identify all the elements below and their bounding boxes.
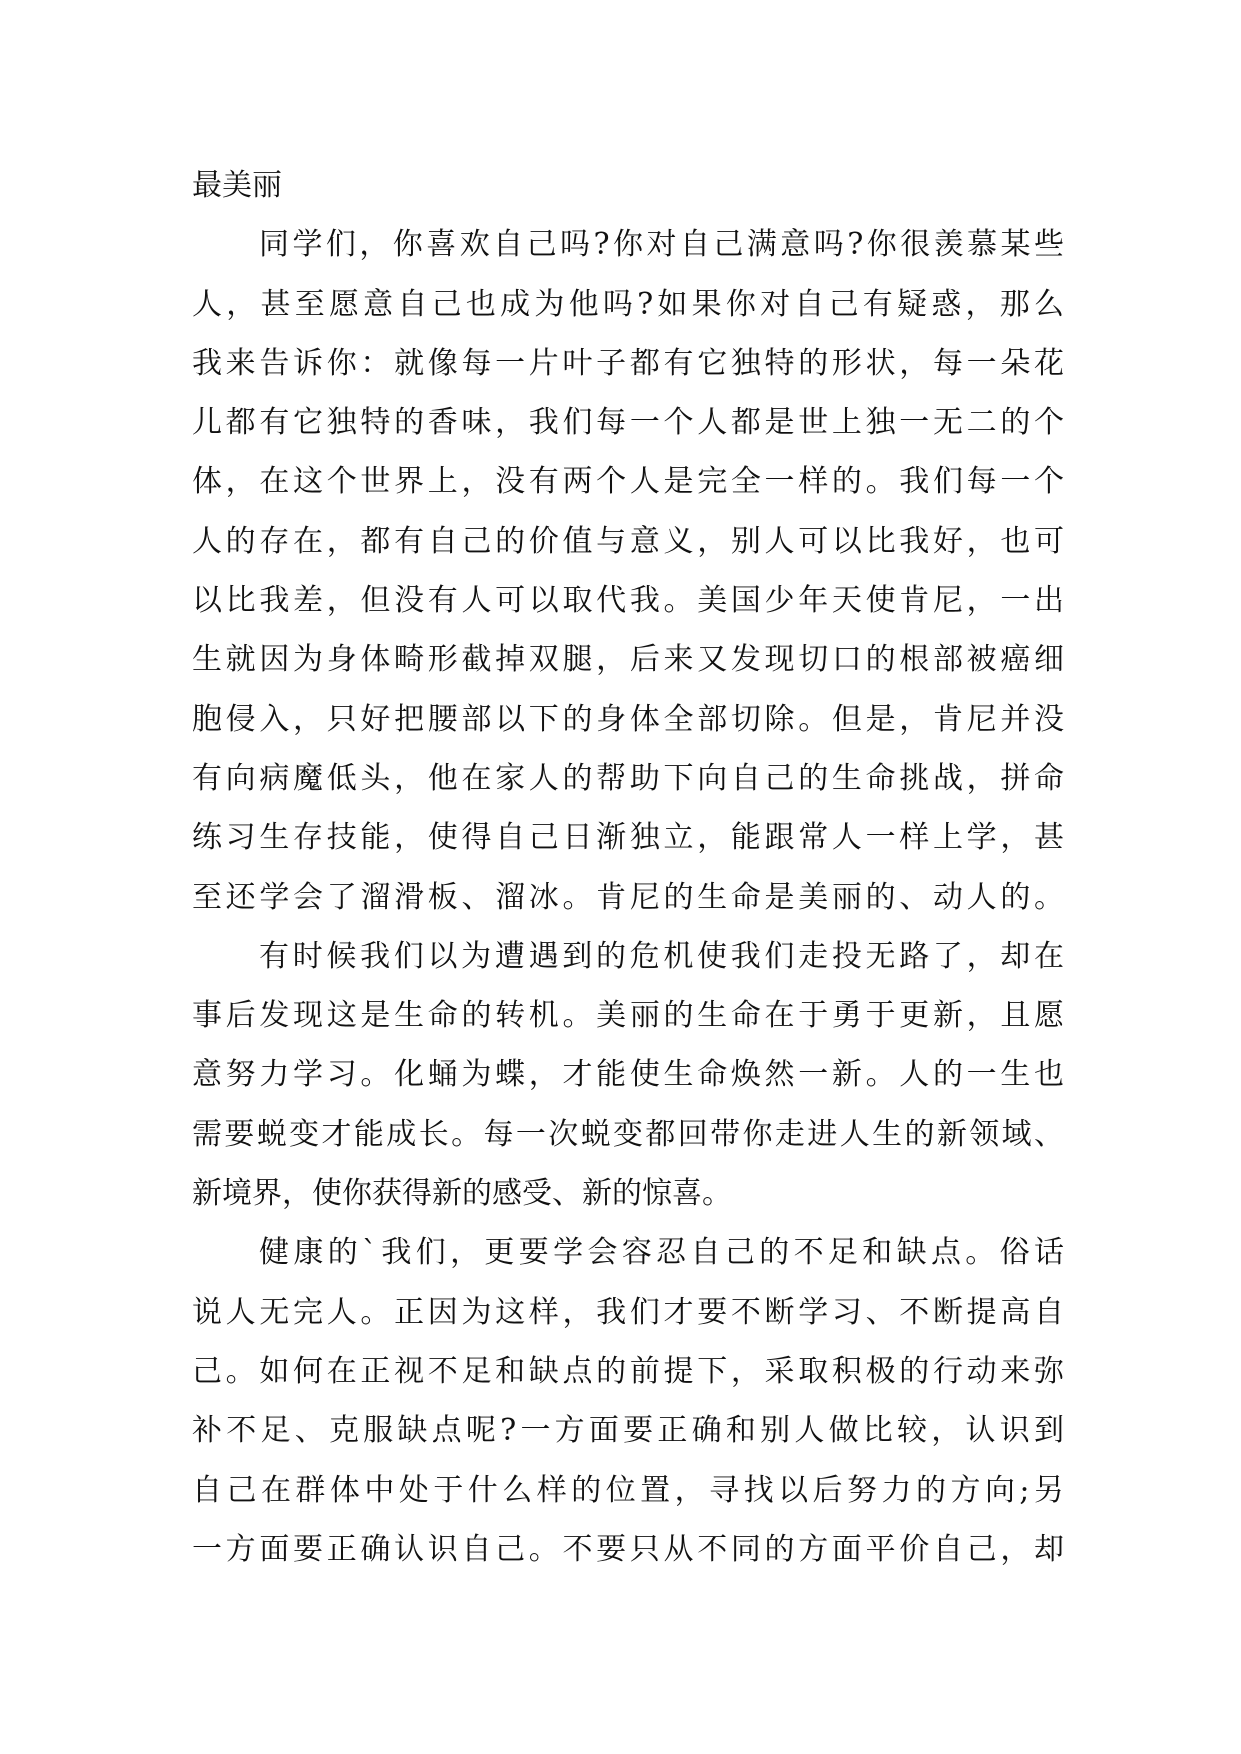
text-line: 同学们，你喜欢自己吗?你对自己满意吗?你很羡慕某些 [259, 227, 1064, 263]
text-line: 意努力学习。化蛹为蝶，才能使生命焕然一新。人的一生也 [192, 1057, 1064, 1093]
text-line: 人的存在，都有自己的价值与意义，别人可以比我好，也可 [192, 523, 1064, 559]
text-line: 有向病魔低头，他在家人的帮助下向自己的生命挑战，拼命 [192, 760, 1064, 796]
text-line: 己。如何在正视不足和缺点的前提下，采取积极的行动来弥 [192, 1353, 1064, 1389]
text-line: 有时候我们以为遭遇到的危机使我们走投无路了，却在 [259, 938, 1064, 974]
text-line: 健康的`我们，更要学会容忍自己的不足和缺点。俗话 [259, 1235, 1064, 1271]
text-line: 新境界，使你获得新的感受、新的惊喜。 [192, 1176, 732, 1212]
document-title: 最美丽 [192, 168, 282, 203]
text-line: 事后发现这是生命的转机。美丽的生命在于勇于更新，且愿 [192, 998, 1064, 1034]
text-line: 需要蜕变才能成长。每一次蜕变都回带你走进人生的新领域、 [192, 1116, 1064, 1152]
text-line: 人，甚至愿意自己也成为他吗?如果你对自己有疑惑，那么 [192, 286, 1064, 322]
text-line: 以比我差，但没有人可以取代我。美国少年天使肯尼，一出 [192, 583, 1064, 619]
text-line: 补不足、克服缺点呢?一方面要正确和别人做比较，认识到 [192, 1413, 1064, 1449]
text-line: 自己在群体中处于什么样的位置，寻找以后努力的方向;另 [192, 1472, 1064, 1508]
text-line: 说人无完人。正因为这样，我们才要不断学习、不断提高自 [192, 1294, 1064, 1330]
paragraph-3 [192, 1223, 1064, 1579]
paragraph-1 [192, 215, 1064, 927]
text-line: 一方面要正确认识自己。不要只从不同的方面平价自己，却 [192, 1531, 1064, 1567]
document-body [192, 156, 1064, 1579]
text-line: 胞侵入，只好把腰部以下的身体全部切除。但是，肯尼并没 [192, 701, 1064, 737]
text-line: 我来告诉你：就像每一片叶子都有它独特的形状，每一朵花 [192, 345, 1064, 381]
paragraph-2 [192, 927, 1064, 1223]
text-line: 体，在这个世界上，没有两个人是完全一样的。我们每一个 [192, 464, 1064, 500]
text-line: 生就因为身体畸形截掉双腿，后来又发现切口的根部被癌细 [192, 642, 1064, 678]
text-line: 练习生存技能，使得自己日渐独立，能跟常人一样上学，甚 [192, 820, 1064, 856]
text-line: 至还学会了溜滑板、溜冰。肯尼的生命是美丽的、动人的。 [192, 879, 1064, 915]
text-line: 儿都有它独特的香味，我们每一个人都是世上独一无二的个 [192, 405, 1064, 441]
